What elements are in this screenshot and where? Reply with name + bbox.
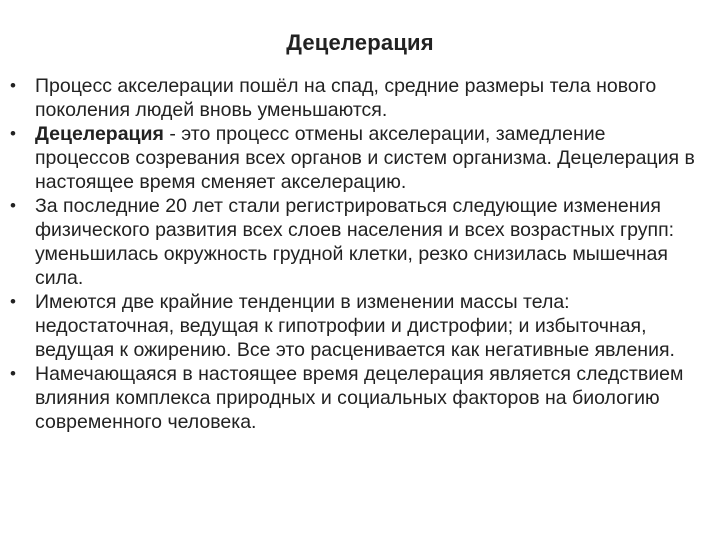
bullet-item [10,362,695,434]
bullet-item [10,194,695,290]
bullet-text: Имеются две крайние тенденции в изменении массы тела: недостаточная, ведущая к гипотрофии и дистрофии; и избыточная, ведущая к ожирению. Все это расценивается как негативные явления. [35,291,675,361]
bullet-item [10,290,695,362]
bullet-marker: • [10,292,16,311]
bullet-item [10,122,695,194]
bullet-marker: • [10,76,16,95]
bullet-marker: • [10,364,16,383]
bullet-bold-term: Децелерация [35,123,164,145]
bullet-marker: • [10,196,16,215]
bullet-marker: • [10,124,16,143]
slide-title: Децелерация [286,30,434,55]
bullet-text: - это процесс отмены акселерации, замедление процессов созревания всех органов и систем организма. Децелерация в настоящее время сменяет акселерацию. [35,123,695,193]
bullet-text: Процесс акселерации пошёл на спад, средние размеры тела нового поколения людей вновь уменьшаются. [35,75,657,121]
bullet-list [10,74,695,434]
bullet-text: Намечающаяся в настоящее время децелерация является следствием влияния комплекса природных и социальных факторов на биологию современного человека. [35,363,684,433]
bullet-item [10,74,695,122]
bullet-text: За последние 20 лет стали регистрироваться следующие изменения физического развития всех слоев населения и всех возрастных групп: уменьшилась окружность грудной клетки, резко снизилась мышечная сила. [35,195,675,289]
